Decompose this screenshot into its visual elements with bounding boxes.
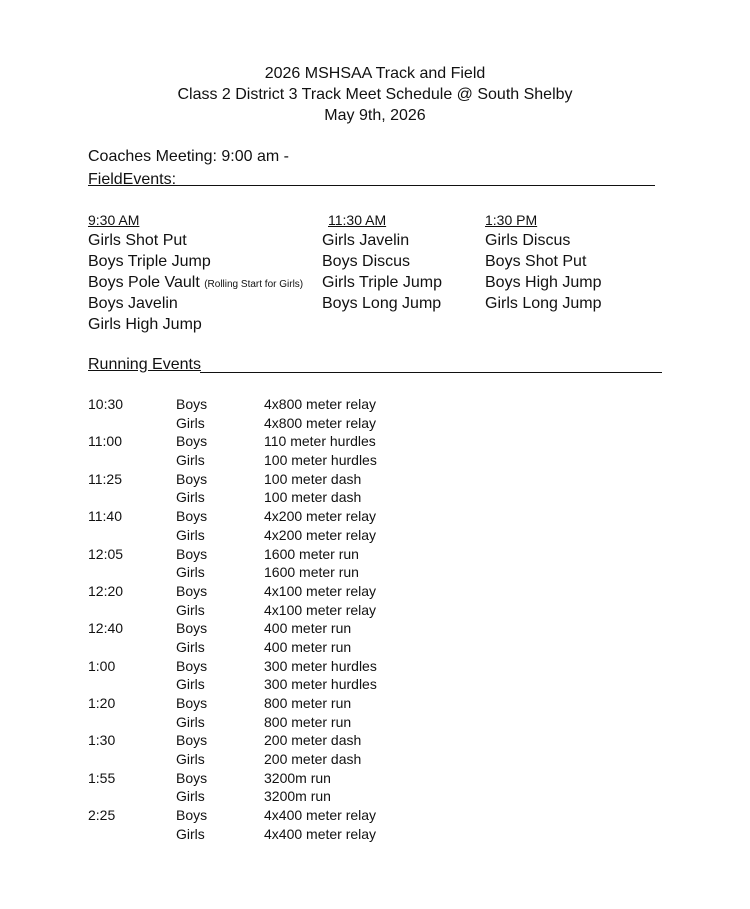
table-row [88,825,488,844]
row-gender: Boys [176,545,208,562]
field-event: Girls Shot Put [88,232,187,249]
row-event: 1600 meter run [264,564,359,581]
row-event: 100 meter hurdles [264,452,377,469]
field-event: Boys Shot Put [485,253,587,270]
row-event: 4x100 meter relay [264,601,377,618]
row-gender: Girls [176,601,205,618]
field-event: Girls Javelin [322,232,410,249]
running-events-rule [200,372,662,373]
row-gender: Girls [176,751,205,768]
table-row [88,638,488,657]
row-event: 3200m run [264,788,331,805]
table-row [88,694,488,713]
table-row [88,787,488,806]
row-time: 10:30 [88,396,124,412]
field-column-3 [485,211,602,314]
table-row [88,414,488,433]
field-event: Girls Long Jump [485,295,602,312]
row-event: 200 meter dash [264,732,362,749]
table-row [88,675,488,694]
table-row [88,526,488,545]
table-row [88,563,488,582]
header-date: May 9th, 2026 [324,107,426,124]
row-gender: Boys [176,695,208,711]
row-time: 11:00 [88,433,122,450]
row-time: 1:00 [88,657,116,674]
row-time: 2:25 [88,807,116,824]
row-event: 1600 meter run [264,545,359,562]
row-gender: Boys [176,508,208,525]
row-event: 4x100 meter relay [264,582,377,599]
row-gender: Boys [176,470,208,487]
row-gender: Girls [176,489,205,506]
field-event: Girls Triple Jump [322,274,443,291]
table-row [88,507,488,526]
row-event: 4x800 meter relay [264,414,377,431]
row-gender: Boys [176,396,208,412]
row-event: 100 meter dash [264,489,362,506]
running-events-table [88,395,488,844]
table-row [88,488,488,507]
field-event: Girls High Jump [88,316,202,333]
field-event: Boys High Jump [485,274,602,291]
table-row [88,545,488,564]
row-gender: Boys [176,582,208,599]
row-gender: Girls [176,788,205,805]
coaches-meeting: Coaches Meeting: 9:00 am - [88,148,289,165]
row-time: 12:20 [88,582,124,599]
row-gender: Girls [176,452,205,469]
row-event: 110 meter hurdles [264,433,376,450]
row-gender: Girls [176,638,205,655]
row-event: 4x200 meter relay [264,508,377,525]
table-row [88,470,488,489]
document-header [0,63,750,126]
row-event: 800 meter run [264,713,352,730]
field-time-2: 11:30 AM [328,212,387,228]
row-event: 4x400 meter relay [264,807,377,824]
field-column-1 [88,211,303,335]
table-row [88,432,488,451]
row-event: 4x400 meter relay [264,825,377,842]
row-gender: Boys [176,657,208,674]
row-gender: Girls [176,713,205,730]
table-row [88,451,488,470]
field-event-note: (Rolling Start for Girls) [204,279,304,290]
table-row [88,657,488,676]
row-gender: Girls [176,676,205,693]
row-time: 1:55 [88,769,116,786]
table-row [88,601,488,620]
row-gender: Girls [176,414,205,431]
table-row [88,713,488,732]
table-row [88,619,488,638]
row-event: 400 meter run [264,620,352,637]
row-gender: Boys [176,732,208,749]
row-event: 3200m run [264,769,331,786]
header-subtitle: Class 2 District 3 Track Meet Schedule @ South Shelby [177,86,573,103]
table-row [88,582,488,601]
row-gender: Girls [176,564,205,581]
row-time: 12:05 [88,545,124,562]
row-gender: Boys [176,433,208,450]
row-gender: Girls [176,526,205,543]
row-time: 11:40 [88,508,122,525]
row-event: 400 meter run [264,638,352,655]
row-event: 300 meter hurdles [264,676,377,693]
field-event: Boys Discus [322,253,411,270]
row-event: 4x800 meter relay [264,396,377,412]
row-time: 11:25 [88,470,122,487]
row-gender: Boys [176,620,208,637]
field-time-1: 9:30 AM [88,212,140,228]
running-events-heading: Running Events [88,356,201,373]
header-title: 2026 MSHSAA Track and Field [264,65,486,82]
table-row [88,806,488,825]
field-event: Boys Javelin [88,295,178,312]
field-event: Girls Discus [485,232,571,249]
table-row [88,769,488,788]
row-gender: Girls [176,825,205,842]
row-time: 12:40 [88,620,124,637]
row-time: 1:20 [88,695,116,711]
field-time-3: 1:30 PM [485,212,538,228]
field-column-2 [322,211,442,314]
row-time: 1:30 [88,732,116,749]
field-events-heading: FieldEvents: [88,171,177,188]
field-events-rule [176,185,655,186]
row-event: 800 meter run [264,695,352,711]
row-event: 100 meter dash [264,470,362,487]
table-row [88,750,488,769]
table-row [88,731,488,750]
row-event: 4x200 meter relay [264,526,377,543]
field-event: Boys Pole Vault (Rolling Start for Girls) [88,274,304,291]
row-event: 200 meter dash [264,751,362,768]
field-event: Boys Triple Jump [88,253,211,270]
field-event: Boys Long Jump [322,295,442,312]
row-gender: Boys [176,769,208,786]
row-event: 300 meter hurdles [264,657,377,674]
table-row [88,395,488,414]
row-gender: Boys [176,807,208,824]
